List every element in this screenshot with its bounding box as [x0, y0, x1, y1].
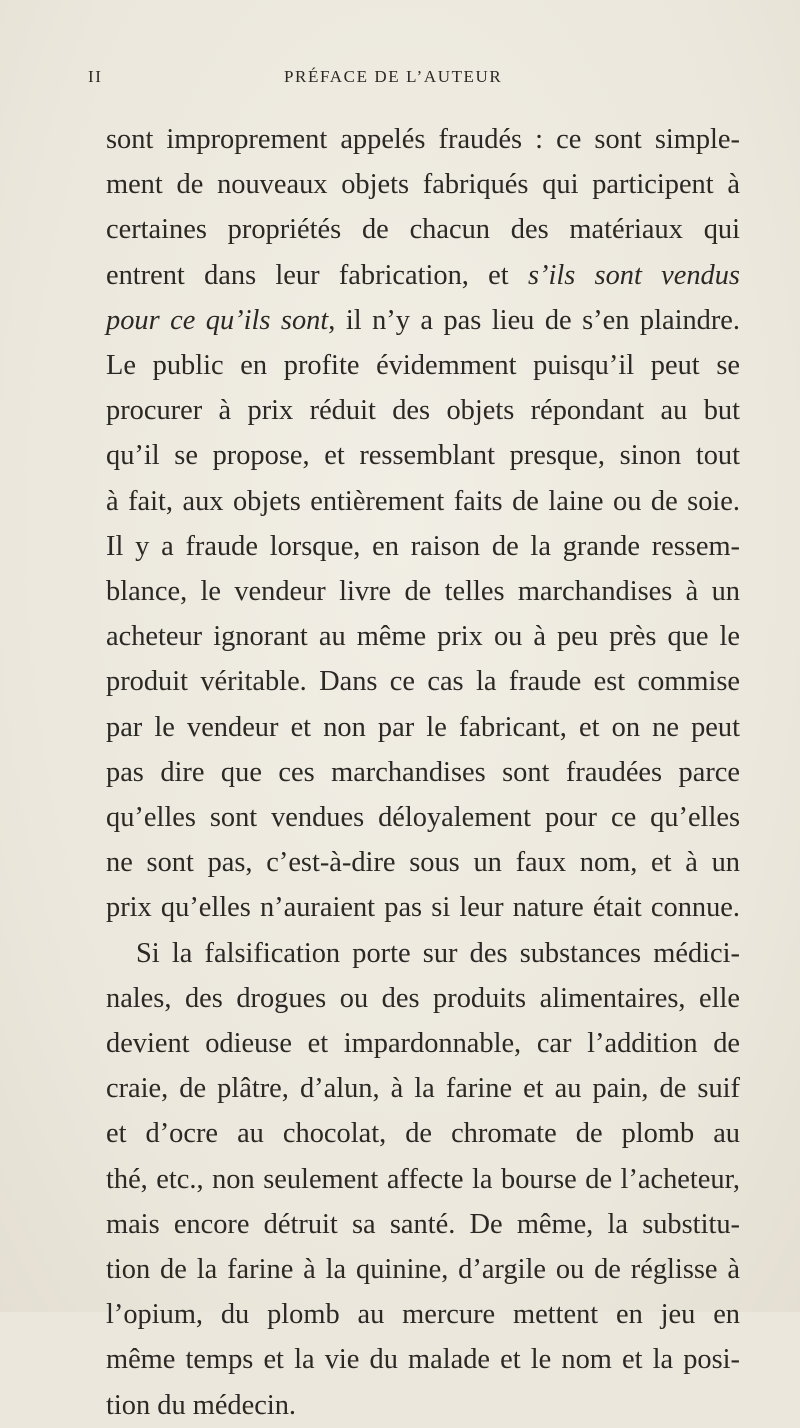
- text-line: à fait, aux objets entièrement faits de laine ou de soie.: [106, 485, 740, 517]
- text-line: certaines propriétés de chacun des matériaux qui: [106, 214, 740, 246]
- text-line: prix qu’elles n’auraient pas si leur nature était connue.: [106, 892, 740, 924]
- text-line: procurer à prix réduit des objets répondant au but: [106, 395, 740, 427]
- paragraph-2: [106, 931, 740, 1428]
- text-line-with-italic: [106, 298, 740, 343]
- text-line: sont improprement appelés fraudés : ce sont simple-: [106, 124, 740, 155]
- text-line: qu’il se propose, et ressemblant presque, sinon tout: [106, 440, 740, 472]
- text-line: mais encore détruit sa santé. De même, la substitu-: [106, 1208, 740, 1240]
- text-line-with-italic: [106, 253, 740, 298]
- text-segment: , il n’y a pas lieu de s’en plaindre.: [328, 304, 740, 336]
- text-line: l’opium, du plomb au mercure mettent en jeu en: [106, 1299, 740, 1331]
- text-line: tion du médecin.: [106, 1389, 297, 1421]
- paragraph-1: [106, 117, 740, 931]
- text-line: devient odieuse et impardonnable, car l’addition de: [106, 1028, 740, 1060]
- text-line: Il y a fraude lorsque, en raison de la grande ressem-: [106, 530, 740, 562]
- text-line: par le vendeur et non par le fabricant, et on ne peut: [106, 711, 740, 743]
- text-line: ment de nouveaux objets fabriqués qui participent à: [106, 169, 740, 201]
- text-line: ne sont pas, c’est-à-dire sous un faux nom, et à un: [106, 847, 740, 879]
- text-line: produit véritable. Dans ce cas la fraude est commise: [106, 666, 740, 698]
- text-line: Le public en profite évidemment puisqu’il peut se: [106, 350, 740, 382]
- text-line: thé, etc., non seulement affecte la bourse de l’acheteur,: [106, 1163, 740, 1195]
- running-title: PRÉFACE DE L’AUTEUR: [284, 67, 503, 86]
- text-line: blance, le vendeur livre de telles marchandises à un: [106, 576, 740, 608]
- text-line: et d’ocre au chocolat, de chromate de plomb au: [106, 1118, 740, 1150]
- text-line: qu’elles sont vendues déloyalement pour ce qu’elles: [106, 802, 740, 834]
- text-line: même temps et la vie du malade et le nom et la posi-: [106, 1344, 740, 1376]
- italic-phrase: pour ce qu’ils sont: [106, 304, 329, 336]
- italic-phrase: s’ils sont vendus: [527, 259, 740, 291]
- text-line: craie, de plâtre, d’alun, à la farine et au pain, de suif: [106, 1073, 740, 1105]
- page-number: II: [88, 67, 103, 86]
- body-text: [106, 117, 740, 1428]
- text-line: pas dire que ces marchandises sont fraudées parce: [106, 756, 740, 788]
- text-line: acheteur ignorant au même prix ou à peu près que le: [106, 621, 740, 653]
- text-segment: entrent dans leur fabrication, et: [106, 259, 509, 291]
- text-line: tion de la farine à la quinine, d’argile ou de réglisse à: [106, 1254, 740, 1286]
- text-line: nales, des drogues ou des produits alimentaires, elle: [106, 982, 740, 1014]
- text-line: Si la falsification porte sur des substances médici-: [136, 937, 740, 969]
- running-head: [88, 0, 740, 103]
